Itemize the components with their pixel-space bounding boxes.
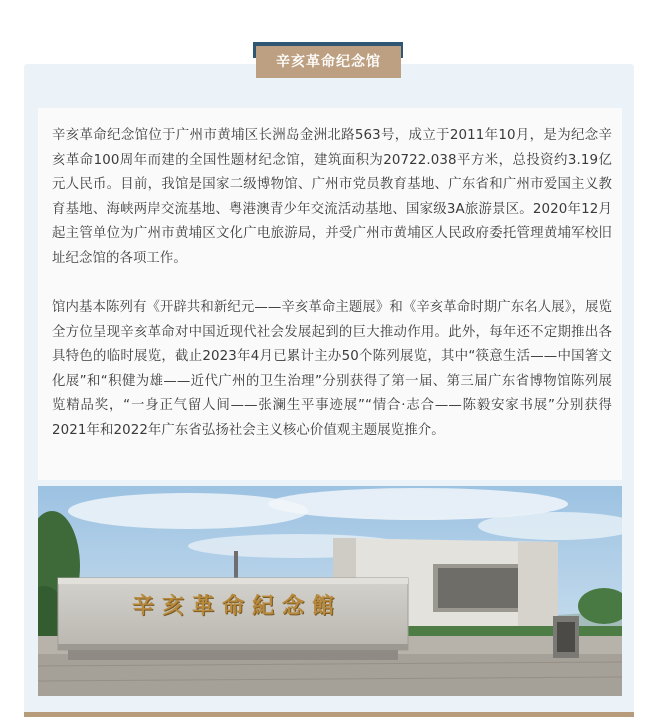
museum-sign-lettering: 辛亥革命紀念館 [131,593,342,619]
section-title: 辛亥革命纪念馆 [256,46,401,78]
exhibition-paragraph: 馆内基本陈列有《开辟共和新纪元——辛亥革命主题展》和《辛亥革命时期广东名人展》，展览全方位呈现辛亥革命对中国近现代社会发展起到的巨大推动作用。此外，每年还不定期推出各具特色的临时展览，截止2023年4月已累计主办50个陈列展览，其中“筷意生活——中国箸文化展”和“积健为雄——近代广州的卫生治理”分别获得了第一届、第三届广东省博物馆陈列展览精品奖，“一身正气留人间——张澜生平事迹展”“情合·志合——陈毅安家书展”分别获得2021年和2022年广东省弘扬社会主义核心价值观主题展览推介。 [52,300,612,438]
bottom-divider [24,712,634,717]
intro-paragraph: 辛亥革命纪念馆位于广州市黄埔区长洲岛金洲北路563号，成立于2011年10月，是为纪念辛亥革命100周年而建的全国性题材纪念馆，建筑面积为20722.038平方米，总投资约3.19亿元人民币。目前，我馆是国家二级博物馆、广州市党员教育基地、广东省和广州市爱国主义教育基地、海峡两岸交流基地、粤港澳青少年交流活动基地、国家级3A旅游景区。2020年12月起主管单位为广州市黄埔区文化广电旅游局，并受广州市黄埔区人民政府委托管理黄埔军校旧址纪念馆的各项工作。 [52,128,612,266]
